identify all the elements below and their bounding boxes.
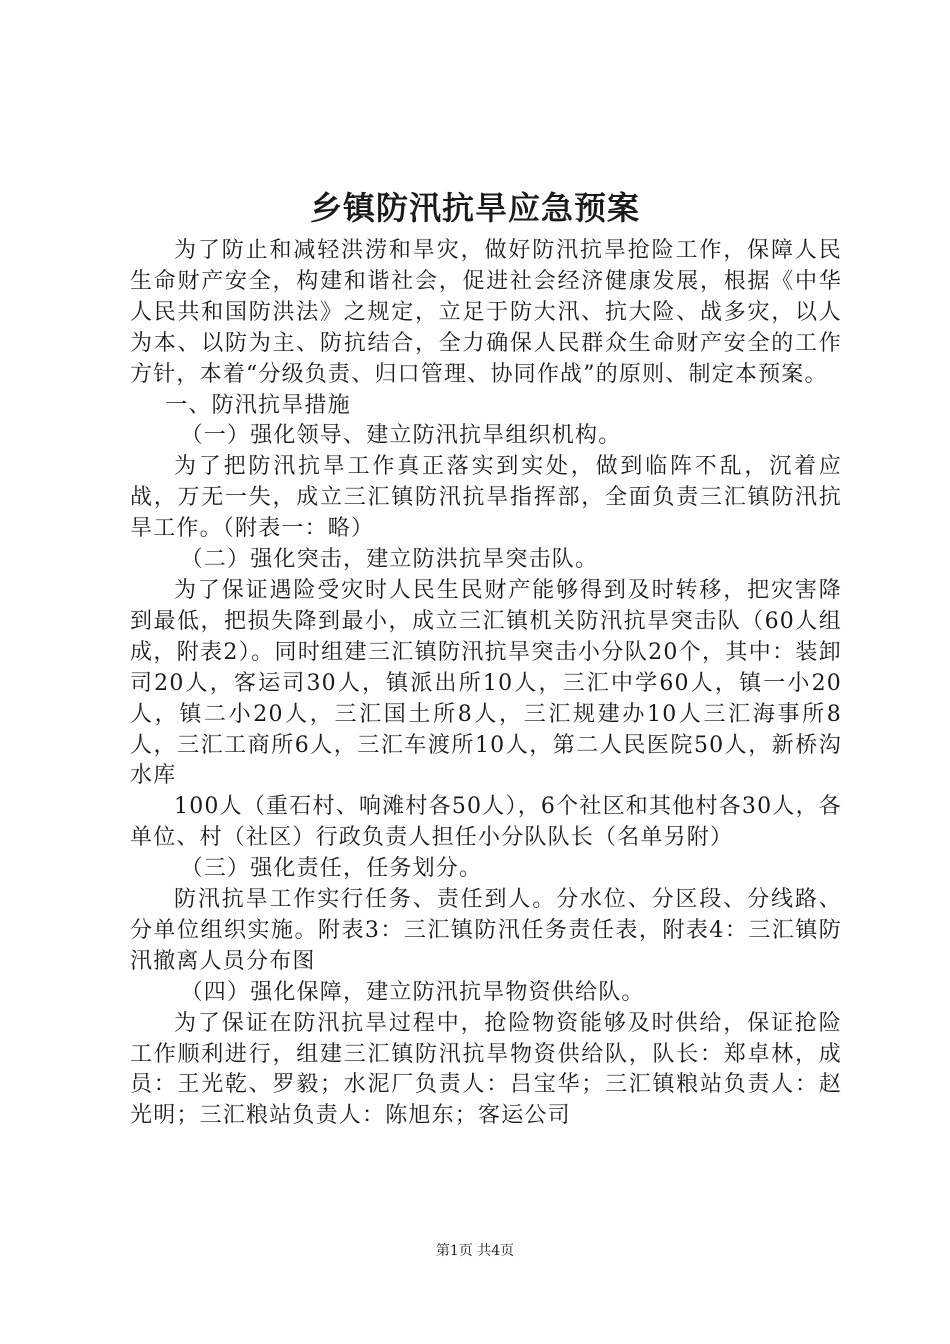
paragraph-assault-team-cont: 100人（重石村、响滩村各50人），6个社区和其他村各30人，各单位、村（社区）行政负责人担任小分队队长（名单另附） [130,794,842,851]
subsection-heading-4: （四）强化保障，建立防汛抗旱物资供给队。 [180,979,645,1005]
paragraph-responsibility: 防汛抗旱工作实行任务、责任到人。分水位、分区段、分线路、分单位组织实施。附表3：三汇镇防汛任务责任表，附表4：三汇镇防汛撤离人员分布图 [130,887,842,974]
section-heading-measures: 一、防汛抗旱措施 [165,392,351,418]
document-title: 乡镇防汛抗旱应急预案 [309,189,640,227]
intro-paragraph: 为了防止和减轻洪涝和旱灾，做好防汛抗旱抢险工作，保障人民生命财产安全，构建和谐社会，促进社会经济健康发展，根据《中华人民共和国防洪法》之规定，立足于防大汛、抗大险、战多灾，以人为本、以防为主、防抗结合，全力确保人民群众生命财产安全的工作方针，本着“分级负责、归口管理、协同作战”的原则、制定本预案。 [130,238,842,387]
page-footer: 第1页 共4页 [435,1243,515,1259]
subsection-heading-2: （二）强化突击，建立防洪抗旱突击队。 [180,547,599,573]
paragraph-leadership: 为了把防汛抗旱工作真正落实到实处，做到临阵不乱，沉着应战，万无一失，成立三汇镇防汛抗旱指挥部，全面负责三汇镇防汛抗旱工作。（附表一：略） [130,454,842,542]
paragraph-assault-team: 为了保证遇险受灾时人民生民财产能够得到及时转移，把灾害降到最低，把损失降到最小，成立三汇镇机关防汛抗旱突击队（60人组成，附表2）。同时组建三汇镇防汛抗旱突击小分队20个，其中：装卸司20人，客运司30人，镇派出所10人，三汇中学60人，镇一小20人，镇二小20人，三汇国土所8人，三汇规建办10人三汇海事所8人，三汇工商所6人，三汇车渡所10人，第二人民医院50人，新桥沟水库 [130,577,842,789]
document-body [130,236,842,1132]
subsection-heading-3: （三）强化责任，任务划分。 [180,856,483,882]
paragraph-supply-team: 为了保证在防汛抗旱过程中，抢险物资能够及时供给，保证抢险工作顺利进行，组建三汇镇防汛抗旱物资供给队，队长：郑卓林，成员：王光乾、罗毅；水泥厂负责人：吕宝华；三汇镇粮站负责人：赵光明；三汇粮站负责人：陈旭东；客运公司 [130,1010,842,1129]
subsection-heading-1: （一）强化领导、建立防汛抗旱组织机构。 [180,423,622,449]
